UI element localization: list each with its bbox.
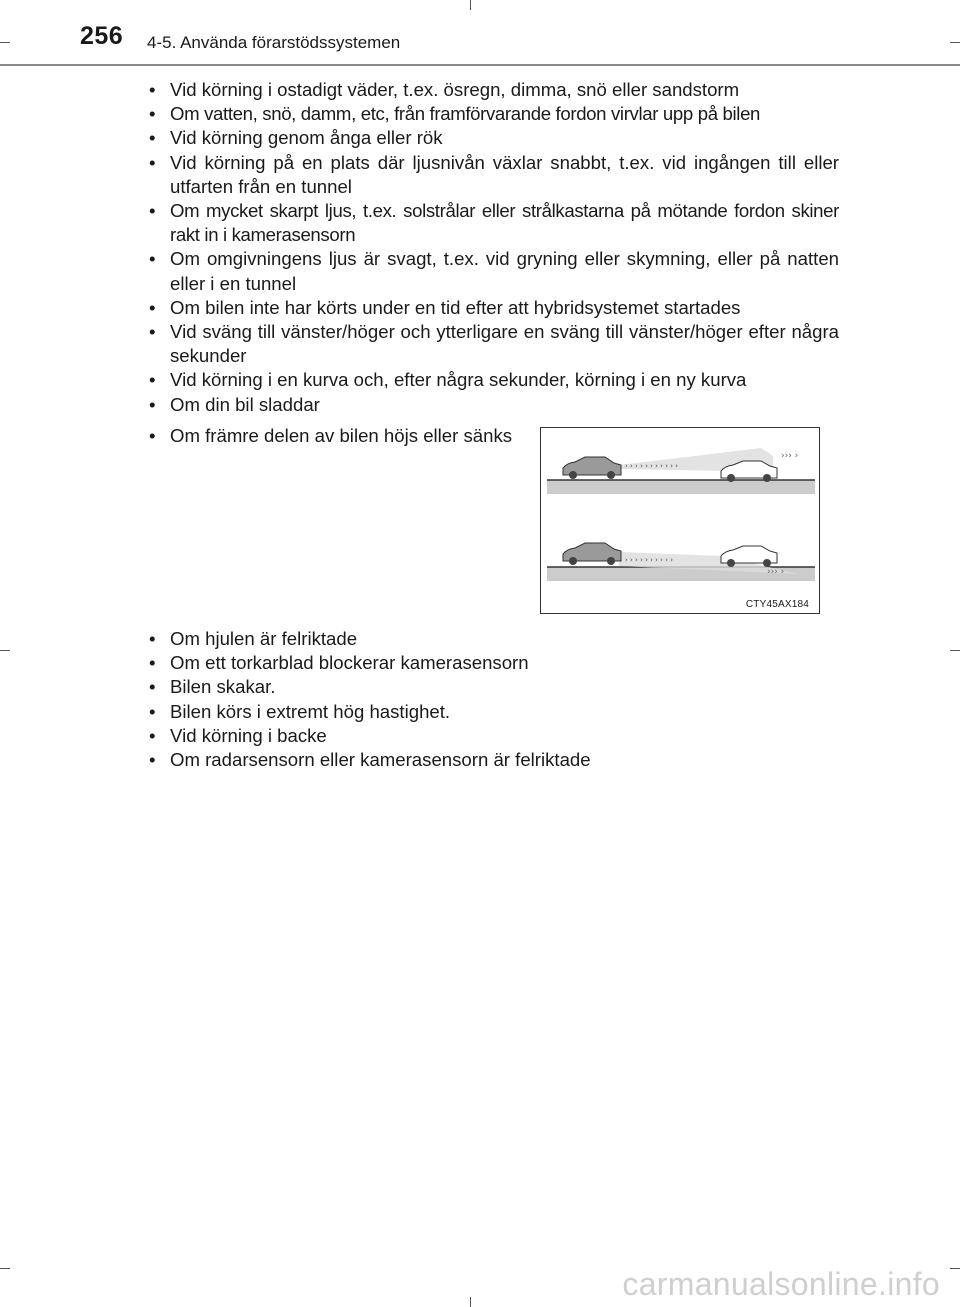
list-item: • Om radarsensorn eller kamerasensorn är felriktade [148, 748, 839, 772]
crop-mark [0, 1268, 10, 1269]
section-title: 4-5. Använda förarstödssystemen [147, 33, 401, 52]
list-item: • Vid körning i en kurva och, efter några sekunder, körning i en ny kurva [148, 368, 839, 392]
list-item: • Vid sväng till vänster/höger och ytterligare en sväng till vänster/höger efter några sekunder [148, 320, 839, 368]
crop-mark [0, 650, 10, 651]
list-item: • Vid körning genom ånga eller rök [148, 126, 839, 150]
own-car-bottom [563, 543, 621, 565]
header-divider [0, 64, 960, 66]
list-item: • Bilen körs i extremt hög hastighet. [148, 700, 839, 724]
conditions-list [148, 78, 839, 417]
list-item: • Om främre delen av bilen höjs eller sänks [148, 424, 518, 448]
figure-code: CTY45AX184 [745, 599, 809, 610]
list-item: • Om hjulen är felriktade [148, 627, 839, 651]
list-item: • Om mycket skarpt ljus, t.ex. solstrålar eller strålkastarna på mötande fordon skiner rakt in i kamerasensorn [148, 199, 839, 247]
list-item: • Om ett torkarblad blockerar kamerasensorn [148, 651, 839, 675]
illustration-vehicle-pitch [540, 427, 820, 614]
crop-mark [950, 42, 960, 43]
list-item: • Bilen skakar. [148, 675, 839, 699]
crop-mark [950, 650, 960, 651]
list-item: • Om bilen inte har körts under en tid efter att hybridsystemet startades [148, 296, 839, 320]
watermark-link[interactable]: carmanualsonline.info [622, 1266, 940, 1302]
beam-arrows-top-end: ››› › [781, 451, 799, 461]
beam-arrows-top: › › › › › › › › › › › [625, 462, 679, 470]
list-item: • Om omgivningens ljus är svagt, t.ex. vid gryning eller skymning, eller på natten eller i en tunnel [148, 247, 839, 295]
crop-mark [470, 1297, 471, 1307]
list-item: • Vid körning på en plats där ljusnivån växlar snabbt, t.ex. vid ingången till eller utfarten från en tunnel [148, 151, 839, 199]
list-item: • Om vatten, snö, damm, etc, från framförvarande fordon virvlar upp på bilen [148, 102, 839, 126]
list-item: • Vid körning i ostadigt väder, t.ex. ösregn, dimma, snö eller sandstorm [148, 78, 839, 102]
own-car-top [563, 457, 621, 479]
road-top [547, 480, 815, 494]
crop-mark [0, 42, 10, 43]
page-number: 256 [80, 22, 124, 50]
conditions-list-continued [148, 627, 839, 772]
beam-arrows-bottom: › › › › › › › › › › [625, 556, 674, 564]
illustration-drawing [541, 428, 819, 613]
beam-arrows-bottom-end: ››› › [767, 567, 785, 577]
crop-mark [950, 1268, 960, 1269]
list-item: • Om din bil sladdar [148, 393, 839, 417]
crop-mark [470, 0, 471, 10]
conditions-list-figure [148, 424, 518, 448]
list-item: • Vid körning i backe [148, 724, 839, 748]
